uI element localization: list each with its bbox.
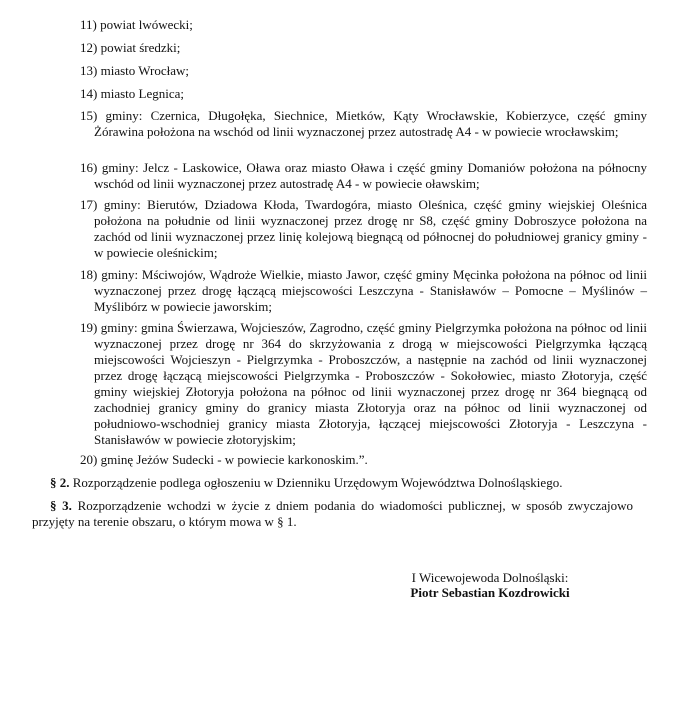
item-text: gminy: Bierutów, Dziadowa Kłoda, Twardogóra, miasto Oleśnica, część gminy wiejskiej Oleśnica położona na południe od linii wyznaczonej przez drogę nr S8, część gminy Dobroszyce położona na zachód od linii wyznaczonej przez linię kolejową biegnącą od północnej do południowej granicy gminy - w powiecie oleśnickim;	[94, 197, 647, 260]
list-item	[80, 452, 647, 468]
item-text: powiat lwówecki;	[100, 17, 193, 32]
item-number: 15)	[80, 108, 98, 123]
item-text: gminy: Mściwojów, Wądroże Wielkie, miasto Jawor, część gminy Męcinka położona na północ od linii wyznaczonej przez drogę łączącą miejscowości Leszczyna - Stanisławów – Pomocne – Myślinów – Myślibórz w powiecie jaworskim;	[94, 267, 648, 314]
paragraph-3	[32, 498, 633, 530]
list-item	[80, 267, 647, 315]
list-item	[80, 86, 647, 102]
item-number: 11)	[80, 17, 97, 32]
signature-title: I Wicewojewoda Dolnośląski:	[411, 570, 569, 585]
list-item	[80, 320, 647, 448]
item-number: 20)	[80, 452, 98, 467]
item-text: gminy: gmina Świerzawa, Wojcieszów, Zagrodno, część gminy Pielgrzymka położona na północ od linii wyznaczonej przez drogę nr 364 do skrzyżowania z drogą w miejscowości Pielgrzymka łączącą miejscowości Wojcieszyn - Pielgrzymka - Proboszczów, a następnie na zachód od linii wyznaczonej przez drogę łączącą miejscowości Pielgrzymka - Proboszczów - Sokołowiec, miasto Złotoryja, część gminy wiejskiej Złotoryja położona na północ od linii wyznaczonej przez drogę nr 364 biegnącą od zachodniej granicy gminy do granicy miasta Złotoryja oraz na północ od linii wyznaczonej od południowo-wschodniej granicy miasta Złotoryja, łączącej miejscowości Złotoryja - Leszczyna - Stanisławów w powiecie złotoryjskim;	[94, 320, 647, 447]
item-text: gminę Jeżów Sudecki - w powiecie karkonoskim.”.	[100, 452, 368, 467]
list-item	[80, 197, 647, 261]
item-number: 14)	[80, 86, 98, 101]
item-number: 16)	[80, 160, 98, 175]
item-number: 18)	[80, 267, 98, 282]
list-item	[80, 17, 647, 33]
item-number: 17)	[80, 197, 98, 212]
list-item	[80, 40, 647, 56]
item-number: 19)	[80, 320, 98, 335]
list-item	[80, 108, 647, 140]
item-number: 13)	[80, 63, 98, 78]
item-text: miasto Legnica;	[100, 86, 184, 101]
item-number: 12)	[80, 40, 98, 55]
item-text: powiat średzki;	[100, 40, 181, 55]
paragraph-text: Rozporządzenie podlega ogłoszeniu w Dzienniku Urzędowym Województwa Dolnośląskiego.	[72, 475, 563, 490]
signature-name: Piotr Sebastian Kozdrowicki	[410, 585, 570, 600]
section-mark: § 3.	[50, 498, 72, 513]
section-mark: § 2.	[50, 475, 70, 490]
item-text: gminy: Czernica, Długołęka, Siechnice, Mietków, Kąty Wrocławskie, Kobierzyce, część gminy Żórawina położona na wschód od linii wyznaczonej przez autostradę A4 - w powiecie wrocławskim;	[94, 108, 647, 139]
item-text: miasto Wrocław;	[100, 63, 190, 78]
paragraph-text: Rozporządzenie wchodzi w życie z dniem podania do wiadomości publicznej, w sposób zwyczajowo przyjęty na terenie obszaru, o którym mowa w § 1.	[32, 498, 634, 529]
item-text: gminy: Jelcz - Laskowice, Oława oraz miasto Oława i część gminy Domaniów położona na północny wschód od linii wyznaczonej przez autostradę A4 - w powiecie oławskim;	[94, 160, 647, 191]
list-item	[80, 160, 647, 192]
paragraph-2	[32, 475, 633, 491]
list-item	[80, 63, 647, 79]
